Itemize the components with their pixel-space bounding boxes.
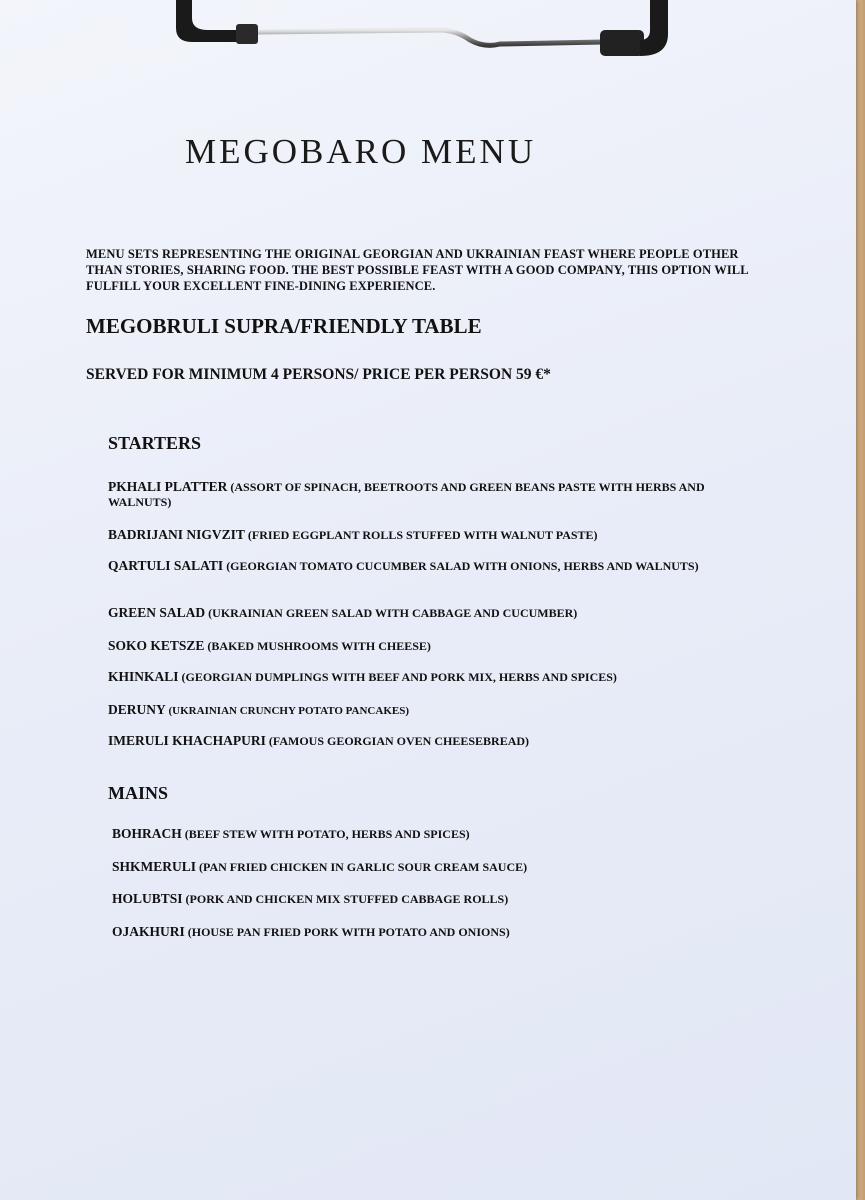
menu-title: MEGOBARO MENU <box>185 132 537 171</box>
dish-name: PKHALI PLATTER <box>108 479 228 494</box>
set-title: MEGOBRULI SUPRA/FRIENDLY TABLE <box>86 314 482 338</box>
dish-description: (BEEF STEW WITH POTATO, HERBS AND SPICES) <box>181 827 470 841</box>
menu-intro-text: MENU SETS REPRESENTING THE ORIGINAL GEORGIAN AND UKRAINIAN FEAST WHERE PEOPLE OTHER THAN STORIES, SHARING FOOD. THE BEST POSSIBLE FEAST WITH A GOOD COMPANY, THIS OPTION WILL FULFILL YOUR EXCELLENT FINE-DINING EXPERIENCE. <box>86 247 748 293</box>
main-item <box>112 826 752 842</box>
dish-name: BOHRACH <box>112 826 182 841</box>
dish-description: (GEORGIAN TOMATO CUCUMBER SALAD WITH ONIONS, HERBS AND WALNUTS) <box>223 559 699 573</box>
starter-item <box>108 527 748 543</box>
dish-name: BADRIJANI NIGVZIT <box>108 527 245 542</box>
starter-item <box>108 605 748 621</box>
dish-name: DERUNY <box>108 702 166 717</box>
dish-description: (UKRAINIAN CRUNCHY POTATO PANCAKES) <box>165 705 409 717</box>
dish-description: (BAKED MUSHROOMS WITH CHEESE) <box>204 639 431 653</box>
main-item <box>112 891 752 907</box>
serving-price-note: SERVED FOR MINIMUM 4 PERSONS/ PRICE PER PERSON 59 €* <box>86 366 551 383</box>
dish-name: HOLUBTSI <box>112 891 183 906</box>
dish-description: (UKRAINIAN GREEN SALAD WITH CABBAGE AND CUCUMBER) <box>205 606 578 620</box>
starter-item <box>108 669 748 685</box>
dish-description: (GEORGIAN DUMPLINGS WITH BEEF AND PORK MIX, HERBS AND SPICES) <box>178 670 617 684</box>
dish-name: SHKMERULI <box>112 859 197 874</box>
main-item <box>112 859 752 875</box>
starter-item <box>108 733 748 749</box>
mains-heading: MAINS <box>108 783 169 803</box>
starter-item <box>108 638 748 654</box>
dish-name: SOKO KETSZE <box>108 638 205 653</box>
dish-description: (PAN FRIED CHICKEN IN GARLIC SOUR CREAM SAUCE) <box>196 860 528 874</box>
dish-description: (FRIED EGGPLANT ROLLS STUFFED WITH WALNUT PASTE) <box>244 528 598 542</box>
dish-name: QARTULI SALATI <box>108 558 224 573</box>
starter-item <box>108 558 708 574</box>
main-item <box>112 924 752 940</box>
dish-name: KHINKALI <box>108 669 179 684</box>
dish-name: GREEN SALAD <box>108 605 206 620</box>
dish-description: (HOUSE PAN FRIED PORK WITH POTATO AND ONIONS) <box>184 925 510 939</box>
starter-item <box>108 479 748 510</box>
dish-description: (ASSORT OF SPINACH, BEETROOTS AND GREEN BEANS PASTE WITH HERBS AND WALNUTS) <box>108 480 705 509</box>
dish-name: OJAKHURI <box>112 924 185 939</box>
dish-description: (FAMOUS GEORGIAN OVEN CHEESEBREAD) <box>265 734 530 748</box>
starter-item <box>108 702 748 719</box>
dish-description: (PORK AND CHICKEN MIX STUFFED CABBAGE ROLLS) <box>182 892 509 906</box>
starters-heading: STARTERS <box>108 433 202 453</box>
dish-name: IMERULI KHACHAPURI <box>108 733 266 748</box>
